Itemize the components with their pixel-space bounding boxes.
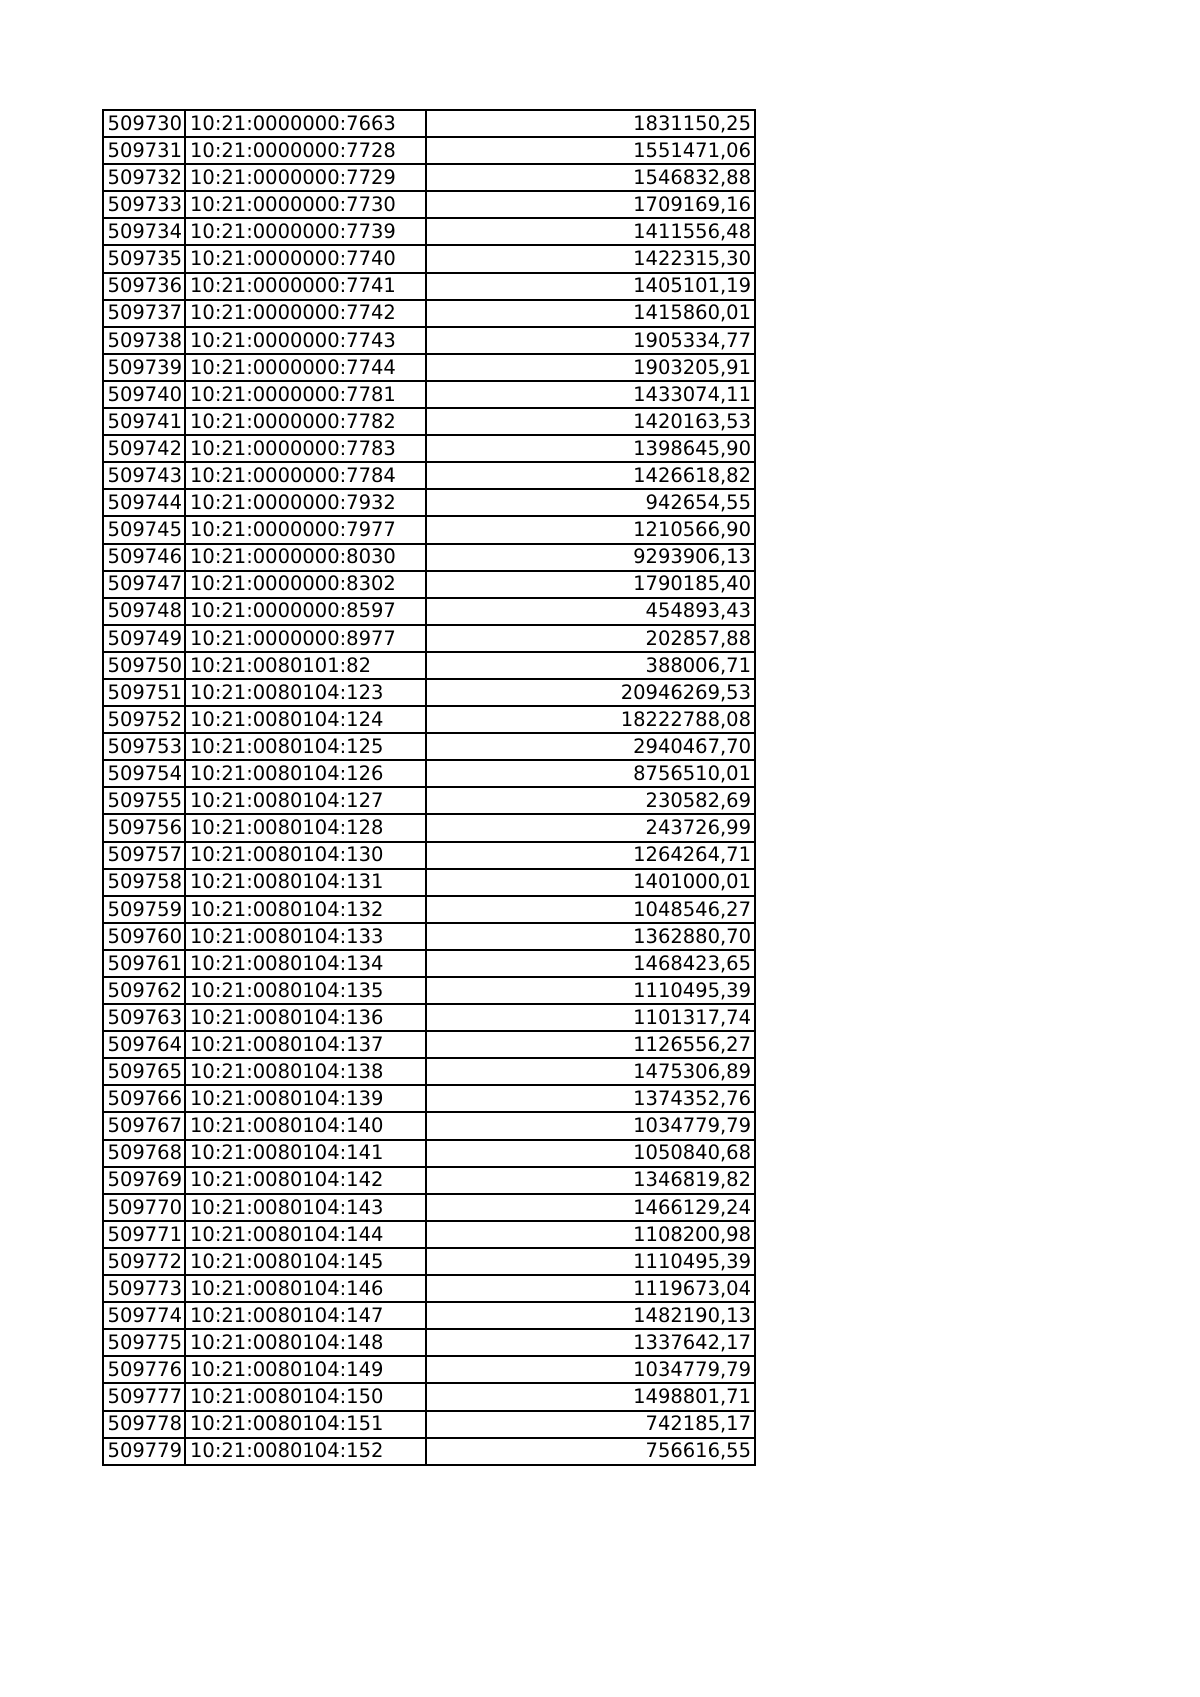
table-row bbox=[103, 869, 755, 896]
value-cell: 1422315,30 bbox=[426, 245, 755, 272]
table-row bbox=[103, 1221, 755, 1248]
row-id-cell: 509752 bbox=[103, 706, 185, 733]
table-row bbox=[103, 787, 755, 814]
cadastral-number-cell: 10:21:0080104:134 bbox=[185, 950, 426, 977]
row-id-cell: 509747 bbox=[103, 571, 185, 598]
value-cell: 1119673,04 bbox=[426, 1275, 755, 1302]
value-cell: 1126556,27 bbox=[426, 1031, 755, 1058]
table-row bbox=[103, 923, 755, 950]
cadastral-number-cell: 10:21:0080104:133 bbox=[185, 923, 426, 950]
row-id-cell: 509764 bbox=[103, 1031, 185, 1058]
value-cell: 454893,43 bbox=[426, 598, 755, 625]
cadastral-number-cell: 10:21:0080104:137 bbox=[185, 1031, 426, 1058]
table-row bbox=[103, 1383, 755, 1410]
table-row bbox=[103, 327, 755, 354]
value-cell: 1034779,79 bbox=[426, 1112, 755, 1139]
row-id-cell: 509760 bbox=[103, 923, 185, 950]
row-id-cell: 509746 bbox=[103, 544, 185, 571]
row-id-cell: 509744 bbox=[103, 489, 185, 516]
row-id-cell: 509776 bbox=[103, 1356, 185, 1383]
row-id-cell: 509757 bbox=[103, 842, 185, 869]
value-cell: 1905334,77 bbox=[426, 327, 755, 354]
value-cell: 1468423,65 bbox=[426, 950, 755, 977]
value-cell: 2940467,70 bbox=[426, 733, 755, 760]
cadastral-number-cell: 10:21:0000000:7730 bbox=[185, 191, 426, 218]
cadastral-number-cell: 10:21:0080104:144 bbox=[185, 1221, 426, 1248]
row-id-cell: 509753 bbox=[103, 733, 185, 760]
table-row bbox=[103, 571, 755, 598]
table-row bbox=[103, 408, 755, 435]
value-cell: 388006,71 bbox=[426, 652, 755, 679]
row-id-cell: 509739 bbox=[103, 354, 185, 381]
row-id-cell: 509754 bbox=[103, 760, 185, 787]
row-id-cell: 509763 bbox=[103, 1004, 185, 1031]
row-id-cell: 509766 bbox=[103, 1085, 185, 1112]
value-cell: 1433074,11 bbox=[426, 381, 755, 408]
table-row bbox=[103, 625, 755, 652]
row-id-cell: 509734 bbox=[103, 218, 185, 245]
value-cell: 756616,55 bbox=[426, 1438, 755, 1465]
value-cell: 1426618,82 bbox=[426, 462, 755, 489]
table-row bbox=[103, 1194, 755, 1221]
row-id-cell: 509736 bbox=[103, 273, 185, 300]
cadastral-number-cell: 10:21:0000000:7743 bbox=[185, 327, 426, 354]
row-id-cell: 509737 bbox=[103, 300, 185, 327]
table-row bbox=[103, 706, 755, 733]
cadastral-number-cell: 10:21:0080104:145 bbox=[185, 1248, 426, 1275]
table-row bbox=[103, 435, 755, 462]
table-row bbox=[103, 1112, 755, 1139]
row-id-cell: 509768 bbox=[103, 1140, 185, 1167]
row-id-cell: 509751 bbox=[103, 679, 185, 706]
row-id-cell: 509755 bbox=[103, 787, 185, 814]
value-cell: 1415860,01 bbox=[426, 300, 755, 327]
table-row bbox=[103, 896, 755, 923]
cadastral-number-cell: 10:21:0000000:7729 bbox=[185, 164, 426, 191]
value-cell: 1034779,79 bbox=[426, 1356, 755, 1383]
cadastral-number-cell: 10:21:0080104:149 bbox=[185, 1356, 426, 1383]
row-id-cell: 509735 bbox=[103, 245, 185, 272]
row-id-cell: 509731 bbox=[103, 137, 185, 164]
value-cell: 742185,17 bbox=[426, 1411, 755, 1438]
cadastral-number-cell: 10:21:0080104:124 bbox=[185, 706, 426, 733]
row-id-cell: 509777 bbox=[103, 1383, 185, 1410]
value-cell: 1405101,19 bbox=[426, 273, 755, 300]
cadastral-number-cell: 10:21:0080104:141 bbox=[185, 1140, 426, 1167]
value-cell: 1411556,48 bbox=[426, 218, 755, 245]
row-id-cell: 509774 bbox=[103, 1302, 185, 1329]
table-row bbox=[103, 814, 755, 841]
value-cell: 1337642,17 bbox=[426, 1329, 755, 1356]
row-id-cell: 509761 bbox=[103, 950, 185, 977]
row-id-cell: 509773 bbox=[103, 1275, 185, 1302]
table-row bbox=[103, 733, 755, 760]
value-cell: 1108200,98 bbox=[426, 1221, 755, 1248]
table-row bbox=[103, 1140, 755, 1167]
value-cell: 1050840,68 bbox=[426, 1140, 755, 1167]
row-id-cell: 509742 bbox=[103, 435, 185, 462]
cadastral-number-cell: 10:21:0080104:146 bbox=[185, 1275, 426, 1302]
table-row bbox=[103, 760, 755, 787]
cadastral-number-cell: 10:21:0080104:142 bbox=[185, 1167, 426, 1194]
cadastral-number-cell: 10:21:0080104:135 bbox=[185, 977, 426, 1004]
cadastral-number-cell: 10:21:0000000:8977 bbox=[185, 625, 426, 652]
row-id-cell: 509772 bbox=[103, 1248, 185, 1275]
cadastral-number-cell: 10:21:0080104:148 bbox=[185, 1329, 426, 1356]
value-cell: 1101317,74 bbox=[426, 1004, 755, 1031]
cadastral-number-cell: 10:21:0000000:7663 bbox=[185, 110, 426, 137]
table-row bbox=[103, 1085, 755, 1112]
row-id-cell: 509758 bbox=[103, 869, 185, 896]
cadastral-number-cell: 10:21:0080104:125 bbox=[185, 733, 426, 760]
table-row bbox=[103, 1438, 755, 1465]
table-row bbox=[103, 1275, 755, 1302]
value-cell: 1546832,88 bbox=[426, 164, 755, 191]
cadastral-number-cell: 10:21:0080104:131 bbox=[185, 869, 426, 896]
cadastral-number-cell: 10:21:0000000:8030 bbox=[185, 544, 426, 571]
value-cell: 1362880,70 bbox=[426, 923, 755, 950]
cadastral-number-cell: 10:21:0080104:139 bbox=[185, 1085, 426, 1112]
table-row bbox=[103, 544, 755, 571]
cadastral-number-cell: 10:21:0000000:7784 bbox=[185, 462, 426, 489]
value-cell: 1210566,90 bbox=[426, 516, 755, 543]
value-cell: 1551471,06 bbox=[426, 137, 755, 164]
table-row bbox=[103, 245, 755, 272]
value-cell: 1398645,90 bbox=[426, 435, 755, 462]
cadastral-number-cell: 10:21:0000000:7741 bbox=[185, 273, 426, 300]
value-cell: 18222788,08 bbox=[426, 706, 755, 733]
table-row bbox=[103, 598, 755, 625]
value-cell: 1110495,39 bbox=[426, 977, 755, 1004]
row-id-cell: 509769 bbox=[103, 1167, 185, 1194]
row-id-cell: 509738 bbox=[103, 327, 185, 354]
row-id-cell: 509740 bbox=[103, 381, 185, 408]
row-id-cell: 509771 bbox=[103, 1221, 185, 1248]
row-id-cell: 509765 bbox=[103, 1058, 185, 1085]
table-row bbox=[103, 1031, 755, 1058]
table-row bbox=[103, 354, 755, 381]
table-row bbox=[103, 218, 755, 245]
row-id-cell: 509778 bbox=[103, 1411, 185, 1438]
cadastral-number-cell: 10:21:0000000:7740 bbox=[185, 245, 426, 272]
row-id-cell: 509756 bbox=[103, 814, 185, 841]
value-cell: 1903205,91 bbox=[426, 354, 755, 381]
table-row bbox=[103, 1356, 755, 1383]
value-cell: 1110495,39 bbox=[426, 1248, 755, 1275]
cadastral-number-cell: 10:21:0080104:130 bbox=[185, 842, 426, 869]
cadastral-number-cell: 10:21:0080104:132 bbox=[185, 896, 426, 923]
value-cell: 1482190,13 bbox=[426, 1302, 755, 1329]
row-id-cell: 509748 bbox=[103, 598, 185, 625]
value-cell: 1466129,24 bbox=[426, 1194, 755, 1221]
table-row bbox=[103, 516, 755, 543]
value-cell: 1346819,82 bbox=[426, 1167, 755, 1194]
table-row bbox=[103, 110, 755, 137]
cadastral-number-cell: 10:21:0080104:143 bbox=[185, 1194, 426, 1221]
row-id-cell: 509775 bbox=[103, 1329, 185, 1356]
value-cell: 1790185,40 bbox=[426, 571, 755, 598]
cadastral-number-cell: 10:21:0000000:8302 bbox=[185, 571, 426, 598]
cadastral-number-cell: 10:21:0000000:7932 bbox=[185, 489, 426, 516]
row-id-cell: 509749 bbox=[103, 625, 185, 652]
table-row bbox=[103, 679, 755, 706]
value-cell: 1831150,25 bbox=[426, 110, 755, 137]
row-id-cell: 509762 bbox=[103, 977, 185, 1004]
row-id-cell: 509759 bbox=[103, 896, 185, 923]
cadastral-number-cell: 10:21:0000000:7744 bbox=[185, 354, 426, 381]
value-cell: 202857,88 bbox=[426, 625, 755, 652]
value-cell: 1264264,71 bbox=[426, 842, 755, 869]
row-id-cell: 509767 bbox=[103, 1112, 185, 1139]
table-row bbox=[103, 300, 755, 327]
table-row bbox=[103, 1058, 755, 1085]
data-table-body bbox=[103, 110, 755, 1465]
table-row bbox=[103, 164, 755, 191]
cadastral-number-cell: 10:21:0080104:152 bbox=[185, 1438, 426, 1465]
value-cell: 1374352,76 bbox=[426, 1085, 755, 1112]
table-row bbox=[103, 489, 755, 516]
cadastral-number-cell: 10:21:0000000:7783 bbox=[185, 435, 426, 462]
value-cell: 1420163,53 bbox=[426, 408, 755, 435]
cadastral-number-cell: 10:21:0000000:7739 bbox=[185, 218, 426, 245]
table-row bbox=[103, 652, 755, 679]
cadastral-number-cell: 10:21:0000000:7977 bbox=[185, 516, 426, 543]
value-cell: 942654,55 bbox=[426, 489, 755, 516]
cadastral-number-cell: 10:21:0080104:140 bbox=[185, 1112, 426, 1139]
cadastral-number-cell: 10:21:0000000:8597 bbox=[185, 598, 426, 625]
cadastral-number-cell: 10:21:0000000:7782 bbox=[185, 408, 426, 435]
data-table bbox=[102, 109, 756, 1466]
row-id-cell: 509741 bbox=[103, 408, 185, 435]
table-row bbox=[103, 1411, 755, 1438]
row-id-cell: 509730 bbox=[103, 110, 185, 137]
value-cell: 1498801,71 bbox=[426, 1383, 755, 1410]
value-cell: 243726,99 bbox=[426, 814, 755, 841]
cadastral-number-cell: 10:21:0000000:7781 bbox=[185, 381, 426, 408]
table-row bbox=[103, 191, 755, 218]
row-id-cell: 509779 bbox=[103, 1438, 185, 1465]
table-row bbox=[103, 462, 755, 489]
value-cell: 1709169,16 bbox=[426, 191, 755, 218]
cadastral-number-cell: 10:21:0080104:126 bbox=[185, 760, 426, 787]
table-row bbox=[103, 137, 755, 164]
table-row bbox=[103, 1329, 755, 1356]
row-id-cell: 509732 bbox=[103, 164, 185, 191]
table-row bbox=[103, 273, 755, 300]
value-cell: 1401000,01 bbox=[426, 869, 755, 896]
cadastral-number-cell: 10:21:0000000:7728 bbox=[185, 137, 426, 164]
value-cell: 9293906,13 bbox=[426, 544, 755, 571]
value-cell: 1048546,27 bbox=[426, 896, 755, 923]
row-id-cell: 509743 bbox=[103, 462, 185, 489]
table-row bbox=[103, 381, 755, 408]
row-id-cell: 509750 bbox=[103, 652, 185, 679]
table-row bbox=[103, 1167, 755, 1194]
cadastral-number-cell: 10:21:0000000:7742 bbox=[185, 300, 426, 327]
cadastral-number-cell: 10:21:0080104:123 bbox=[185, 679, 426, 706]
value-cell: 1475306,89 bbox=[426, 1058, 755, 1085]
table-row bbox=[103, 950, 755, 977]
table-row bbox=[103, 1248, 755, 1275]
value-cell: 20946269,53 bbox=[426, 679, 755, 706]
row-id-cell: 509745 bbox=[103, 516, 185, 543]
table-row bbox=[103, 1004, 755, 1031]
cadastral-number-cell: 10:21:0080104:138 bbox=[185, 1058, 426, 1085]
cadastral-number-cell: 10:21:0080104:150 bbox=[185, 1383, 426, 1410]
cadastral-number-cell: 10:21:0080104:136 bbox=[185, 1004, 426, 1031]
row-id-cell: 509770 bbox=[103, 1194, 185, 1221]
cadastral-number-cell: 10:21:0080104:151 bbox=[185, 1411, 426, 1438]
table-row bbox=[103, 1302, 755, 1329]
cadastral-number-cell: 10:21:0080104:147 bbox=[185, 1302, 426, 1329]
row-id-cell: 509733 bbox=[103, 191, 185, 218]
cadastral-number-cell: 10:21:0080104:127 bbox=[185, 787, 426, 814]
value-cell: 230582,69 bbox=[426, 787, 755, 814]
cadastral-number-cell: 10:21:0080101:82 bbox=[185, 652, 426, 679]
table-row bbox=[103, 842, 755, 869]
cadastral-number-cell: 10:21:0080104:128 bbox=[185, 814, 426, 841]
value-cell: 8756510,01 bbox=[426, 760, 755, 787]
table-row bbox=[103, 977, 755, 1004]
